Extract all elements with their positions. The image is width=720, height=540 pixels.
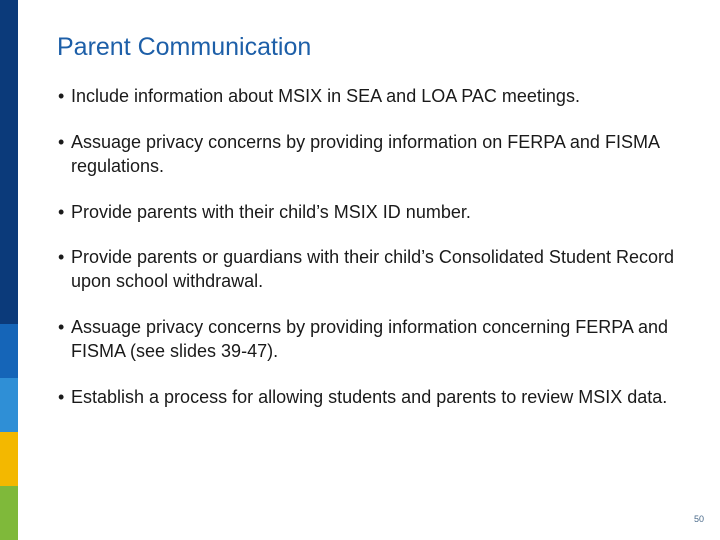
bullet-text: Include information about MSIX in SEA and LOA PAC meetings. (71, 86, 580, 106)
bullet-item (58, 200, 676, 224)
bullet-item (58, 84, 676, 108)
bullet-marker: • (58, 247, 65, 267)
side-bar-blue-segment (0, 324, 18, 378)
bullet-marker: • (58, 86, 65, 106)
bullet-marker: • (58, 387, 65, 407)
bullet-item (58, 385, 676, 409)
bullet-item (58, 245, 676, 293)
bullet-text: Provide parents with their child’s MSIX ID number. (71, 202, 471, 222)
bullet-text: Provide parents or guardians with their child’s Consolidated Student Record upon school withdrawal. (71, 247, 675, 291)
bullet-text: Assuage privacy concerns by providing information concerning FERPA and FISMA (see slides 39-47). (71, 317, 668, 361)
side-bar-navy-segment (0, 0, 18, 324)
slide-title: Parent Communication (57, 33, 312, 61)
bullet-item (58, 315, 676, 363)
page-number: 50 (693, 514, 704, 524)
bullet-item (58, 130, 676, 178)
bullet-marker: • (58, 317, 65, 337)
side-bar-light-blue-segment (0, 378, 18, 432)
decorative-side-bar (0, 0, 18, 540)
bullet-text: Establish a process for allowing students and parents to review MSIX data. (71, 387, 668, 407)
side-bar-gold-segment (0, 432, 18, 486)
bullet-marker: • (58, 132, 65, 152)
side-bar-green-segment (0, 486, 18, 540)
bullet-marker: • (58, 202, 65, 222)
bullet-text: Assuage privacy concerns by providing information on FERPA and FISMA regulations. (71, 132, 659, 176)
